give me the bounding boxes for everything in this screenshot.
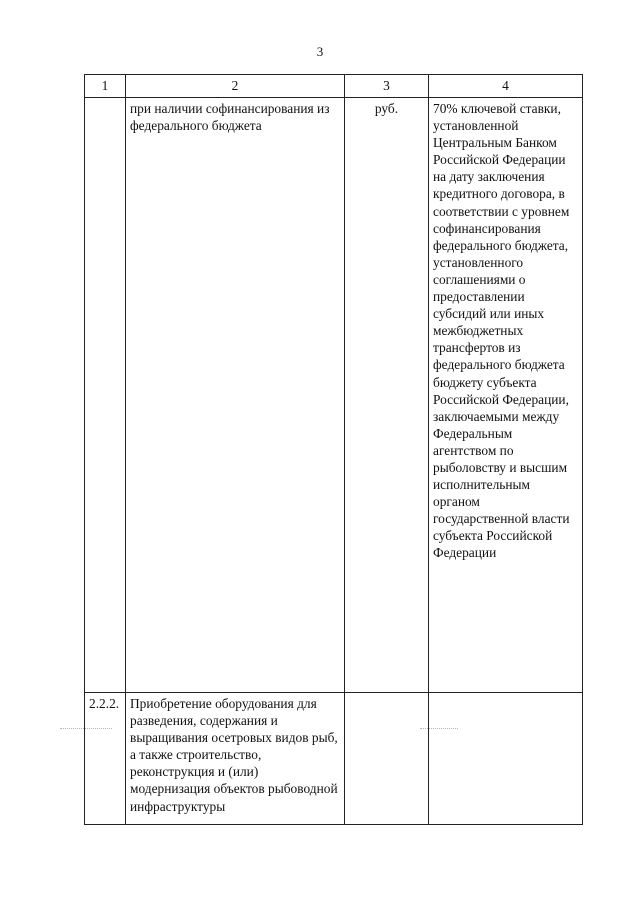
row-number-cell: 2.2.2. — [85, 693, 126, 825]
table-row — [85, 98, 583, 693]
document-table — [84, 74, 583, 825]
scan-artifact-left — [60, 728, 112, 731]
column-header-4: 4 — [429, 75, 583, 98]
scan-artifact-right — [420, 728, 458, 731]
column-header-1: 1 — [85, 75, 126, 98]
value-cell — [429, 693, 583, 825]
row-number-cell — [85, 98, 126, 693]
description-cell: при наличии софинансирования из федерального бюджета — [126, 98, 345, 693]
column-header-2: 2 — [126, 75, 345, 98]
table-row — [85, 693, 583, 825]
page-number: 3 — [316, 44, 324, 59]
table-header-row — [85, 75, 583, 98]
value-cell: 70% ключевой ставки, установленной Центральным Банком Российской Федерации на дату заключения кредитного договора, в соответствии с уровнем софинансирования федерального бюджета, установленного соглашениями о предоставлении субсидий или иных межбюджетных трансфертов из федерального бюджета бюджету субъекта Российской Федерации, заключаемыми между Федеральным агентством по рыболовству и высшим исполнительным органом государственной власти субъекта Российской Федерации — [429, 98, 583, 693]
unit-cell — [345, 693, 429, 825]
description-cell: Приобретение оборудования для разведения, содержания и выращивания осетровых видов рыб, а также строительство, реконструкция и (или) модернизация объектов рыбоводной инфраструктуры — [126, 693, 345, 825]
unit-cell: руб. — [345, 98, 429, 693]
column-header-3: 3 — [345, 75, 429, 98]
